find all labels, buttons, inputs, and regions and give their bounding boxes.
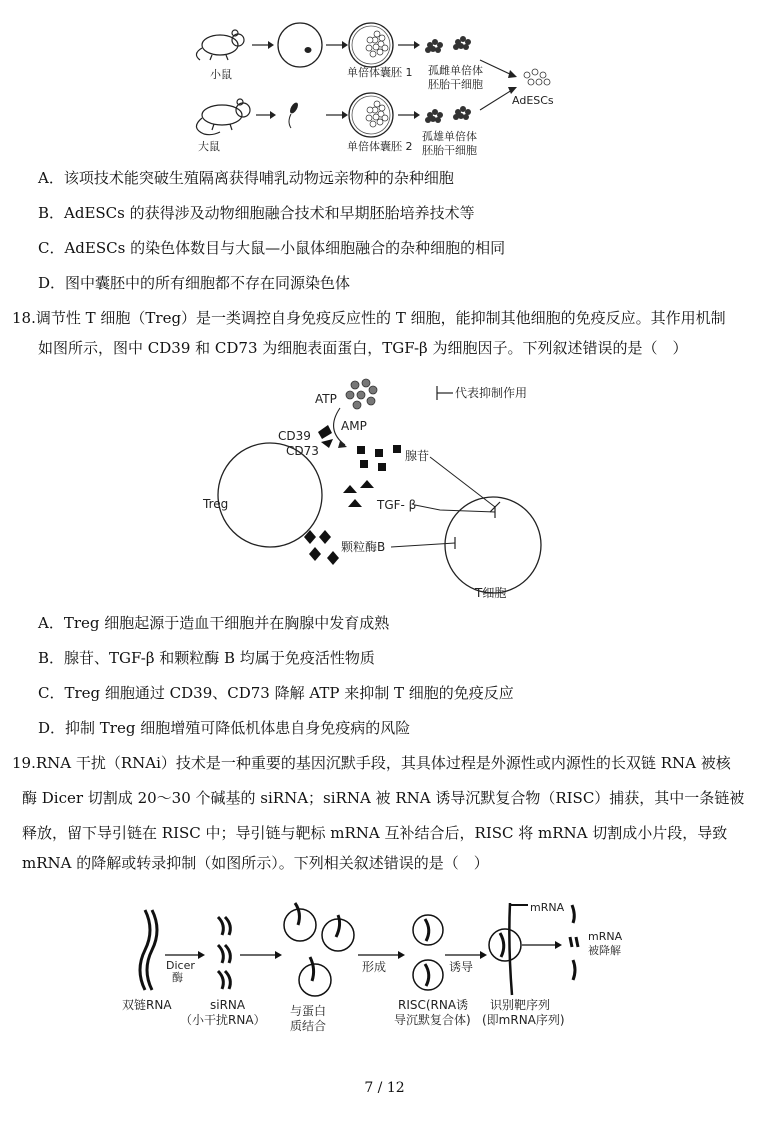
q18-option-a: A．Treg 细胞起源于造血干细胞并在胸腺中发育成熟	[38, 614, 390, 632]
label-mouse: 小鼠	[210, 68, 232, 81]
q17-option-a: A．该项技术能突破生殖隔离获得哺乳动物远亲物种的杂种细胞	[38, 169, 454, 187]
label-female-1: 孤雌单倍体	[428, 64, 483, 77]
label-t-cell: T细胞	[475, 586, 507, 600]
risc-icon	[413, 915, 443, 990]
q19-stem-line1: 19.RNA 干扰（RNAi）技术是一种重要的基因沉默手段，其具体过程是外源性或内源性的长双链 RNA 被核	[12, 754, 731, 772]
label-form: 形成	[362, 960, 387, 974]
treg-cell	[218, 443, 322, 547]
label-blastocyst-1: 单倍体囊胚 1	[347, 66, 413, 79]
female-esc-cluster-icon	[425, 36, 471, 53]
rat-icon	[196, 99, 250, 135]
label-protein-1: 与蛋白	[290, 1004, 327, 1018]
label-cd73: CD73	[286, 444, 319, 458]
adenosine-molecules-icon	[357, 445, 401, 471]
sirna-icon	[218, 917, 230, 989]
label-risc-1: RISC(RNA诱	[398, 998, 469, 1012]
label-protein-2: 质结合	[290, 1019, 327, 1033]
label-granzyme-b: 颗粒酶B	[341, 540, 386, 554]
label-male-1: 孤雄单倍体	[422, 130, 477, 143]
label-induce: 诱导	[449, 960, 474, 974]
q17-option-b: B．AdESCs 的获得涉及动物细胞融合技术和早期胚胎培养技术等	[38, 204, 475, 222]
t-cell	[445, 497, 541, 593]
label-blastocyst-2: 单倍体囊胚 2	[347, 140, 413, 153]
q17-option-c: C．AdESCs 的染色体数目与大鼠—小鼠体细胞融合的杂种细胞的相同	[38, 239, 506, 257]
label-mrna-top: mRNA	[530, 901, 565, 914]
q18-option-b: B．腺苷、TGF-β 和颗粒酶 B 均属于免疫活性物质	[38, 649, 375, 667]
page-number: 7 / 12	[364, 1080, 405, 1096]
label-atp: ATP	[315, 392, 337, 406]
label-treg: Treg	[203, 497, 229, 511]
target-recognition-icon	[489, 903, 528, 995]
q18-option-d: D．抑制 Treg 细胞增殖可降低机体患自身免疫病的风险	[38, 719, 411, 737]
granzyme-b-molecules-icon	[304, 530, 339, 565]
degraded-mrna-icon	[570, 905, 578, 980]
label-male-2: 胚胎干细胞	[422, 144, 477, 157]
label-risc-2: 导沉默复合体)	[394, 1013, 471, 1027]
label-female-2: 胚胎干细胞	[428, 78, 483, 91]
dsrna-icon	[140, 910, 157, 990]
label-sirna: siRNA	[210, 998, 246, 1012]
label-mrna-degraded-1: mRNA	[588, 930, 623, 943]
blastocyst-1-icon	[349, 23, 393, 67]
label-adescs: AdESCs	[512, 94, 554, 107]
q17-option-d: D．图中囊胚中的所有细胞都不存在同源染色体	[38, 274, 351, 292]
sperm-icon	[288, 101, 299, 128]
q18-stem-line2: 如图所示，图中 CD39 和 CD73 为细胞表面蛋白，TGF-β 为细胞因子。下列叙述错误的是（ ）	[38, 339, 688, 357]
label-sirna-full: （小干扰RNA）	[180, 1013, 266, 1027]
label-amp: AMP	[341, 419, 367, 433]
label-recognize-1: 识别靶序列	[490, 998, 551, 1012]
label-dsrna: 双链RNA	[122, 998, 172, 1012]
egg-cell-icon	[278, 23, 322, 67]
q19-stem-line2: 酶 Dicer 切割成 20～30 个碱基的 siRNA；siRNA 被 RNA 诱导沉默复合物（RISC）捕获，其中一条链被	[22, 789, 745, 807]
legend-text: 代表抑制作用	[455, 386, 528, 400]
figure-embryo-stem-cells	[190, 10, 570, 165]
figure-rnai-process	[110, 885, 650, 1045]
protein-binding-icon	[284, 903, 354, 996]
label-recognize-2: (即mRNA序列)	[482, 1013, 565, 1027]
tgf-beta-molecules-icon	[343, 480, 374, 507]
cd39-protein-icon	[318, 425, 332, 439]
inhibition-legend-icon	[437, 386, 453, 400]
label-rat: 大鼠	[198, 140, 220, 153]
mouse-icon	[196, 30, 244, 60]
q18-stem-line1: 18.调节性 T 细胞（Treg）是一类调控自身免疫反应性的 T 细胞，能抑制其他细胞的免疫反应。其作用机制	[12, 309, 726, 327]
cd73-protein-icon	[321, 439, 333, 448]
label-dicer: Dicer	[166, 959, 195, 972]
label-tgf-beta: TGF- β	[377, 498, 417, 512]
label-adenosine: 腺苷	[405, 449, 430, 463]
blastocyst-2-icon	[349, 93, 393, 137]
q19-stem-line4: mRNA 的降解或转录抑制（如图所示）。下列相关叙述错误的是（ ）	[22, 854, 489, 872]
label-mrna-degraded-2: 被降解	[588, 944, 621, 957]
q18-option-c: C．Treg 细胞通过 CD39、CD73 降解 ATP 来抑制 T 细胞的免疫反应	[38, 684, 514, 702]
figure-treg-mechanism	[195, 375, 555, 605]
atp-molecules-icon	[346, 379, 377, 409]
adescs-cells-icon	[524, 69, 550, 85]
male-esc-cluster-icon	[425, 106, 471, 123]
label-cd39: CD39	[278, 429, 311, 443]
label-dicer-enzyme: 酶	[172, 971, 183, 984]
q19-stem-line3: 释放，留下导引链在 RISC 中；导引链与靶标 mRNA 互补结合后，RISC 将 mRNA 切割成小片段，导致	[22, 824, 728, 842]
